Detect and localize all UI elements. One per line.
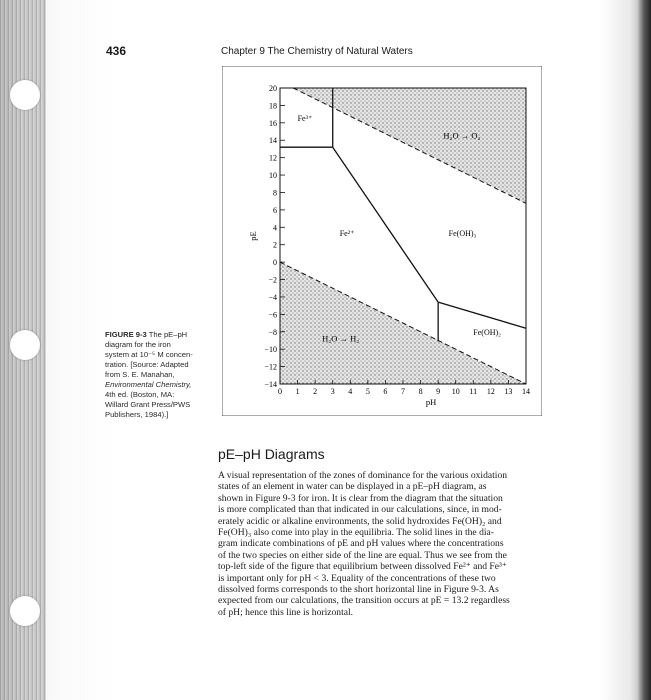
paragraph-line: erately acidic or alkaline environments, the solid hydroxides Fe(OH)₂ and — [218, 515, 502, 527]
y-tick-label: 2 — [273, 240, 277, 250]
region-label-fe2: Fe²⁺ — [339, 229, 355, 238]
caption-line: 4th ed. (Boston, MA: — [105, 390, 175, 399]
body-paragraph — [218, 470, 568, 618]
x-tick-label: 2 — [313, 387, 318, 396]
phase-boundary-line — [333, 147, 438, 302]
caption-line: from S. E. Manahan, — [105, 370, 175, 379]
pe-ph-chart — [222, 66, 542, 416]
region-label-water-oxidation: H₂O → O₂ — [443, 130, 481, 141]
x-tick-label: 5 — [365, 387, 370, 396]
y-tick-label: −10 — [264, 345, 277, 355]
x-tick-label: 14 — [522, 387, 530, 396]
y-tick-label: −2 — [268, 275, 277, 285]
x-tick-label: 12 — [486, 387, 495, 396]
caption-line: Environmental Chemistry, — [105, 380, 192, 389]
x-tick-label: 8 — [418, 387, 423, 396]
caption-line: FIGURE 9-3 The pE–pH — [105, 330, 188, 339]
y-tick-label: −12 — [264, 362, 277, 372]
y-tick-label: 12 — [269, 153, 277, 163]
paragraph-line: gram indicate combinations of pE and pH values where the concentrations — [218, 538, 504, 550]
y-tick-label: 14 — [269, 136, 277, 146]
x-tick-label: 13 — [504, 387, 513, 396]
y-tick-label: 18 — [269, 101, 277, 111]
caption-line: diagram for the iron — [105, 340, 171, 349]
y-tick-label: 4 — [273, 223, 277, 233]
paragraph-line: expected from our calculations, the transition occurs at pE = 13.2 regardless — [218, 595, 510, 607]
x-tick-label: 4 — [348, 387, 353, 396]
punch-hole — [10, 330, 40, 360]
region-label-water-reduction: H₂O → H₂ — [322, 333, 360, 344]
x-tick-label: 3 — [330, 387, 335, 396]
caption-line: system at 10⁻⁵ M concen- — [105, 350, 193, 359]
pe-ph-figure — [222, 66, 542, 421]
x-axis-label: pH — [425, 397, 437, 407]
paragraph-line: is important only for pH < 3. Equality of the concentrations of these two — [218, 572, 496, 584]
page-edge-shadow — [637, 0, 651, 700]
page-number: 436 — [106, 44, 127, 58]
punch-hole — [10, 596, 40, 626]
region-label-feoh2: Fe(OH)₂ — [473, 328, 501, 338]
section-heading: pE–pH Diagrams — [218, 446, 325, 462]
y-tick-label: 8 — [273, 188, 277, 198]
paragraph-line: top-left side of the figure that equilibrium between dissolved Fe²⁺ and Fe³⁺ — [218, 561, 507, 573]
paragraph-line: shown in Figure 9-3 for iron. It is clear from the diagram that the situation — [218, 492, 503, 504]
paragraph-line: states of an element in water can be displayed in a pE–pH diagram, as — [218, 481, 487, 493]
phase-boundary-line — [438, 302, 526, 328]
x-tick-label: 7 — [401, 387, 405, 396]
paragraph-line: of pH; hence this line is horizontal. — [218, 606, 354, 618]
figure-caption — [105, 330, 225, 420]
caption-line: tration. [Source: Adapted — [105, 360, 189, 369]
x-tick-label: 6 — [383, 387, 388, 396]
paragraph-line: is more complicated than that indicated in our calculations, since, in mod- — [218, 504, 502, 516]
x-tick-label: 10 — [451, 387, 460, 396]
x-tick-label: 11 — [469, 387, 478, 396]
caption-line: Willard Grant Press/PWS — [105, 400, 191, 409]
y-tick-label: 20 — [269, 84, 277, 93]
y-tick-label: −8 — [268, 327, 277, 337]
paragraph-line: Fe(OH)₃ also come into play in the equilibria. The solid lines in the dia- — [218, 527, 494, 539]
region-label-feoh3: Fe(OH)₃ — [448, 229, 477, 238]
y-tick-label: −14 — [264, 380, 277, 389]
region-label-fe3: Fe³⁺ — [297, 114, 313, 124]
punch-hole — [10, 80, 40, 110]
y-tick-label: 10 — [269, 171, 277, 181]
caption-line: Publishers, 1984).] — [105, 410, 169, 419]
x-tick-label: 0 — [278, 387, 282, 396]
y-tick-label: 0 — [273, 258, 277, 268]
paragraph-line: dissolved forms corresponds to the short horizontal line in Figure 9-3. As — [218, 584, 499, 596]
y-axis-label: pE — [248, 231, 258, 241]
paragraph-line: of the two species on either side of the line are equal. Thus we see from the — [218, 549, 507, 561]
y-tick-label: 6 — [273, 205, 277, 215]
running-head: Chapter 9 The Chemistry of Natural Waters — [221, 46, 413, 57]
x-tick-label: 9 — [436, 387, 441, 396]
paragraph-line: A visual representation of the zones of dominance for the various oxidation — [218, 470, 508, 481]
x-tick-label: 1 — [295, 387, 300, 396]
y-tick-label: 16 — [269, 118, 277, 128]
y-tick-label: −4 — [268, 292, 277, 302]
y-tick-label: −6 — [268, 310, 277, 320]
